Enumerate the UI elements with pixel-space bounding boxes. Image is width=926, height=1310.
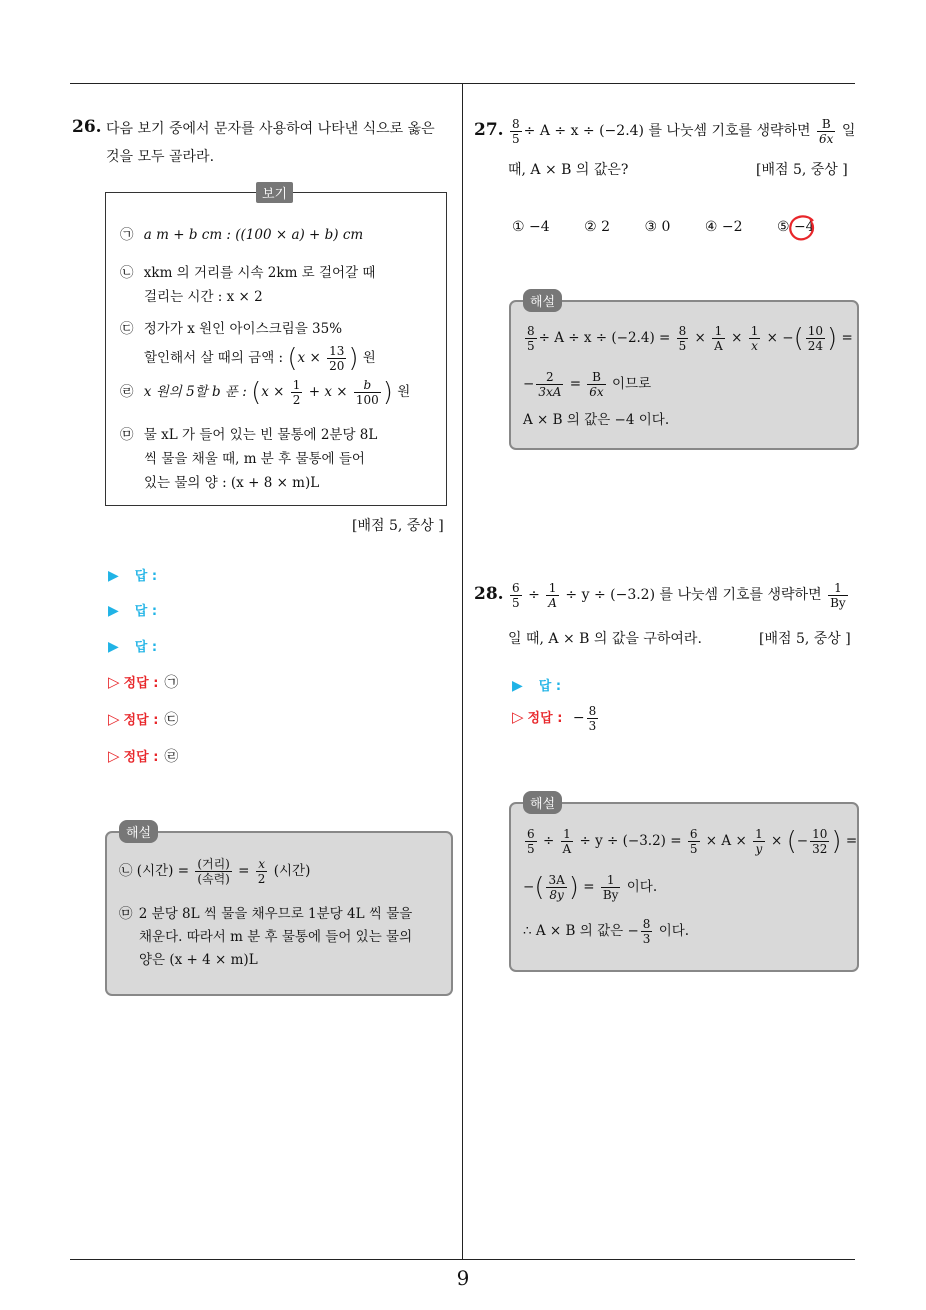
denominator: 5 (527, 339, 535, 353)
solution-box-26 (105, 826, 453, 996)
denominator: 32 (812, 842, 828, 856)
play-icon: ▶ (108, 639, 119, 655)
column-divider (462, 84, 463, 1260)
question-text (508, 114, 858, 148)
answer-line-2 (108, 600, 157, 619)
item-mark: ㉠ (120, 227, 134, 243)
paren-open: ( (793, 323, 804, 354)
denominator: 24 (807, 339, 824, 353)
fraction (810, 827, 829, 856)
numerator: (거리) (197, 857, 230, 871)
fraction (828, 581, 848, 610)
solution-box-28 (509, 797, 859, 972)
numerator: 1 (546, 581, 559, 596)
text: ÷ (528, 587, 540, 603)
question-line-2: 때, A × B 의 값은? (508, 162, 629, 178)
circled-answer-mark-icon (786, 212, 818, 244)
question-line-2: 것을 모두 골라라. (106, 149, 215, 165)
numerator: 3A (548, 873, 565, 887)
term: x × (261, 384, 285, 400)
answer-label: 답 : (538, 679, 562, 694)
play-icon: ▶ (108, 603, 119, 619)
solution-line-2 (523, 366, 651, 402)
numerator: 8 (527, 324, 535, 338)
fraction (195, 857, 232, 886)
question-number: 26. (72, 117, 102, 137)
fraction (510, 117, 522, 146)
denominator: 100 (355, 393, 379, 407)
question-line-1: 다음 보기 중에서 문자를 사용하여 나타낸 식으로 옳은 (106, 121, 435, 137)
numerator: 1 (828, 581, 848, 596)
bogi-box (105, 187, 447, 506)
item-text: a m + b cm : ((100 × a) + b) cm (143, 227, 364, 243)
fraction (817, 117, 835, 146)
text: 이므로 (612, 376, 652, 392)
numerator: x (256, 857, 268, 872)
correct-value: ㉢ (164, 712, 179, 728)
play-icon: ▶ (512, 678, 523, 694)
solution-line-2 (119, 903, 444, 972)
text: = (583, 879, 595, 895)
item-mark: ㉡ (119, 863, 133, 879)
denominator: 3 (588, 719, 597, 733)
text: = (845, 833, 858, 849)
correct-line-2 (108, 709, 178, 729)
bogi-item-a (120, 223, 363, 247)
fraction (546, 873, 566, 902)
fraction (291, 378, 303, 407)
text: 양은 (x + 4 × m)L (139, 952, 258, 968)
numerator: 1 (601, 873, 621, 888)
fraction (327, 344, 346, 373)
triangle-outline-icon: ▷ (108, 673, 120, 691)
numerator: 10 (807, 324, 824, 338)
correct-label: 정답 : (527, 711, 563, 726)
text: ∴ A × B 의 값은 − (523, 923, 639, 939)
denominator: A (562, 842, 572, 856)
fraction (354, 378, 381, 407)
paren-close: ) (827, 323, 838, 354)
item-mark: ㉤ (120, 427, 134, 443)
item-line: 할인해서 살 때의 금액 : (144, 350, 284, 366)
numerator: 10 (812, 827, 828, 841)
denominator: 6x (589, 385, 604, 399)
text: (시간) = (136, 863, 190, 879)
fraction (587, 704, 599, 733)
text: 채운다. 따라서 m 분 후 물통에 들어 있는 물의 (139, 929, 413, 945)
text: (시간) (273, 863, 311, 879)
bogi-item-c (120, 317, 376, 375)
question-number: 28. (474, 584, 504, 604)
fraction (641, 917, 653, 946)
numerator: 8 (588, 704, 597, 718)
fraction (677, 324, 689, 353)
answer-label: 답 : (134, 604, 158, 619)
text: × (694, 330, 706, 346)
text: 이다. (658, 923, 690, 939)
denominator: 6x (819, 131, 834, 146)
text: 2 분당 8L 씩 물을 채우므로 1분당 4L 씩 물을 (138, 906, 413, 922)
numerator: B (817, 117, 835, 132)
triangle-outline-icon: ▷ (512, 708, 524, 726)
fraction (601, 873, 621, 902)
text: ÷ y ÷ (−3.2) = (579, 833, 682, 849)
fraction (806, 324, 825, 353)
term: + x × (308, 384, 348, 400)
paren-open: ( (534, 872, 545, 903)
fraction (525, 324, 537, 353)
choice-5[interactable]: ⑤ −4 (776, 219, 815, 235)
solution-label: 해설 (119, 820, 158, 843)
numerator: 8 (512, 116, 520, 131)
bogi-item-e (120, 423, 377, 495)
denominator: (속력) (197, 872, 230, 886)
fraction (256, 857, 268, 886)
text: ÷ A ÷ x ÷ (−2.4) 를 나눗셈 기호를 생략하면 (523, 123, 811, 139)
fraction (561, 827, 574, 856)
text: × − (766, 330, 794, 346)
text: ÷ y ÷ (−3.2) 를 나눗셈 기호를 생략하면 (565, 587, 822, 603)
denominator: 2 (292, 393, 301, 407)
item-line: 있는 물의 양 : (x + 8 × m)L (144, 475, 320, 491)
fraction (546, 581, 559, 610)
numerator: 13 (329, 344, 345, 358)
item-line: 걸리는 시간 : x × 2 (144, 289, 263, 305)
paren-open: ( (786, 826, 797, 857)
denominator: 3 (642, 932, 651, 946)
correct-line-1 (108, 672, 178, 692)
question-line-2: 일 때, A × B 의 값을 구하여라. (508, 631, 702, 647)
correct-minus: − (572, 710, 585, 726)
item-mark: ㉡ (120, 265, 134, 281)
text: = (569, 376, 581, 392)
triangle-outline-icon: ▷ (108, 710, 120, 728)
item-prefix: x 원의 5할 b 푼 : (143, 384, 247, 400)
solution-label: 해설 (523, 289, 562, 312)
bogi-item-d (120, 375, 410, 409)
question-number: 27. (474, 120, 504, 140)
text: 일 (841, 123, 856, 139)
solution-line-3 (523, 912, 689, 950)
numerator: 1 (292, 378, 301, 392)
text: × A × (705, 833, 747, 849)
numerator: 1 (755, 827, 763, 841)
correct-label: 정답 : (123, 713, 159, 728)
item-line: 물 xL 가 들어 있는 빈 물통에 2분당 8L (143, 427, 378, 443)
item-mark: ㉣ (120, 384, 134, 400)
equals: = (238, 863, 250, 879)
solution-line-1 (523, 822, 857, 860)
denominator: A (548, 595, 557, 610)
denominator: By (830, 595, 846, 610)
text: − (523, 376, 535, 392)
numerator: 6 (689, 827, 698, 841)
bogi-item-b (120, 261, 375, 309)
numerator: B (587, 370, 605, 385)
numerator: 6 (512, 580, 520, 595)
solution-line-3: A × B 의 값은 −4 이다. (523, 412, 670, 428)
numerator: 2 (536, 370, 563, 385)
correct-label: 정답 : (123, 750, 159, 765)
fraction (525, 827, 537, 856)
item-line: 정가가 x 원인 아이스크림을 35% (143, 321, 343, 337)
item-mark: ㉤ (119, 906, 133, 922)
denominator: 5 (689, 842, 698, 856)
choice-2[interactable]: ② 2 (584, 219, 611, 235)
correct-line-28 (512, 704, 600, 733)
answer-label: 답 : (134, 640, 158, 655)
text: = (841, 330, 853, 346)
text: − (796, 833, 809, 849)
denominator: 5 (512, 131, 520, 146)
frac-prefix: x × (297, 350, 321, 366)
solution-line-1 (523, 320, 853, 356)
denominator: A (714, 339, 723, 353)
paren-close: ) (348, 343, 359, 374)
points-28: [배점 5, 중상 ] (759, 631, 851, 647)
paren-close: ) (831, 826, 842, 857)
item-line: xkm 의 거리를 시속 2km 로 걸어갈 때 (143, 265, 376, 281)
numerator: 8 (678, 324, 687, 338)
numerator: 1 (750, 324, 759, 338)
answer-line-1 (108, 565, 157, 584)
numerator: 1 (561, 827, 574, 842)
answer-line-3 (108, 636, 157, 655)
denominator: 2 (257, 872, 266, 886)
question-text (508, 578, 858, 612)
numerator: 6 (527, 827, 535, 841)
paren-close: ) (382, 377, 393, 408)
denominator: 5 (527, 842, 535, 856)
denominator: 5 (678, 339, 687, 353)
denominator: By (602, 888, 619, 902)
text: ÷ A ÷ x ÷ (−2.4) = (538, 330, 671, 346)
solution-line-2 (523, 868, 657, 906)
denominator: 20 (329, 359, 345, 373)
item-mark: ㉢ (120, 321, 134, 337)
answer-label: 답 : (134, 569, 158, 584)
question-text (106, 115, 466, 171)
fraction (688, 827, 700, 856)
text: × (771, 833, 783, 849)
paren-open: ( (251, 377, 262, 408)
bogi-label: 보기 (256, 182, 293, 203)
correct-value: ㉠ (164, 675, 179, 691)
denominator: y (755, 842, 763, 856)
answer-line-28 (512, 675, 561, 694)
denominator: 8y (549, 888, 564, 902)
choice-4[interactable]: ④ −2 (704, 219, 743, 235)
unit: 원 (362, 350, 376, 366)
numerator: b (354, 378, 381, 393)
fraction (749, 324, 761, 353)
correct-value: ㉣ (164, 749, 179, 765)
denominator: 3xA (538, 385, 562, 399)
fraction (753, 827, 765, 856)
fraction (510, 581, 522, 610)
fraction (536, 370, 563, 399)
points-26: [배점 5, 중상 ] (352, 518, 444, 534)
solution-line-1 (119, 853, 310, 889)
fraction (587, 370, 605, 399)
solution-label: 해설 (523, 791, 562, 814)
text: 이다. (626, 879, 658, 895)
numerator: 8 (642, 917, 651, 931)
numerator: 1 (712, 324, 725, 339)
play-icon: ▶ (108, 568, 119, 584)
correct-line-3 (108, 746, 178, 766)
text: − (523, 879, 535, 895)
correct-label: 정답 : (123, 676, 159, 691)
points-27: [배점 5, 중상 ] (756, 162, 848, 178)
denominator: x (751, 339, 758, 353)
fraction (712, 324, 725, 353)
solution-box-27 (509, 295, 859, 450)
unit: 원 (397, 384, 411, 400)
choice-3[interactable]: ③ 0 (644, 219, 671, 235)
choice-1[interactable]: ① −4 (512, 219, 550, 235)
text: ÷ (542, 833, 555, 849)
paren-open: ( (287, 343, 298, 374)
bottom-rule (70, 1259, 855, 1260)
text: × (731, 330, 743, 346)
triangle-outline-icon: ▷ (108, 747, 120, 765)
item-line: 씩 물을 채울 때, m 분 후 물통에 들어 (144, 451, 365, 467)
paren-close: ) (568, 872, 579, 903)
page-number: 9 (456, 1266, 470, 1290)
denominator: 5 (512, 595, 520, 610)
